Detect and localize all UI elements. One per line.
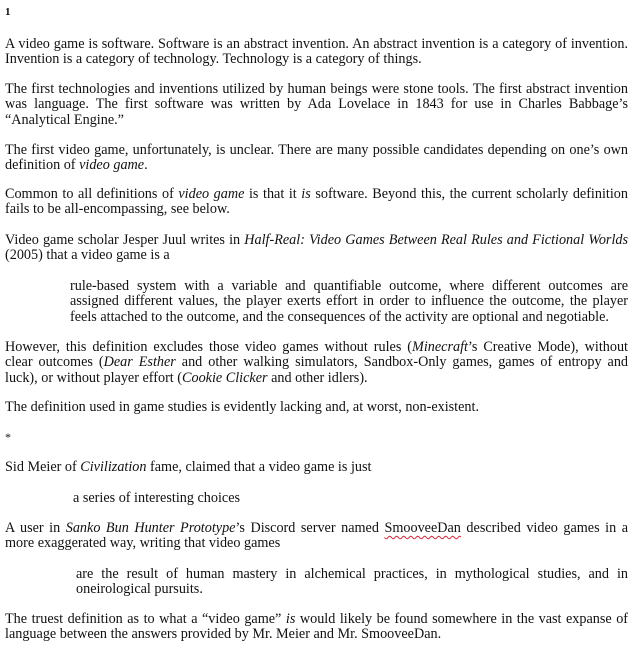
page-number: 1 bbox=[5, 6, 11, 18]
spellcheck-underlined-name: SmooveeDan bbox=[384, 520, 461, 536]
paragraph-8: Sid Meier of Civilization fame, claimed that a video game is just bbox=[5, 459, 372, 475]
paragraph-4: Common to all definitions of video game is that it is software. Beyond this, the current scholarly definition fails to be all-encompassing, see below. bbox=[5, 186, 628, 218]
paragraph-2: The first technologies and inventions utilized by human beings were stone tools. The first abstract invention was language. The first software was written by Ada Lovelace in 1843 for use in Charles Babbage’s “Analytical Engine.” bbox=[5, 81, 628, 128]
book-title: Half-Real: Video Games Between Real Rules and Fictional Worlds bbox=[244, 232, 628, 248]
paragraph-6: However, this definition excludes those video games without rules (Minecraft’s Creative Mode), without clear outcomes (Dear Esther and other walking simulators, Sandbox-Only games, games of entropy and luck), or without player effort (Cookie Clicker and other idlers). bbox=[5, 339, 629, 386]
block-quote-meier: a series of interesting choices bbox=[73, 490, 241, 506]
paragraph-10: The truest definition as to what a “video game” is would likely be found somewhere in the vast expanse of language between the answers provided by Mr. Meier and Mr. SmooveeDan. bbox=[5, 611, 629, 643]
paragraph-1: A video game is software. Software is an abstract invention. An abstract invention is a category of invention. Invention is a category of technology. Technology is a category of things. bbox=[5, 36, 628, 68]
paragraph-5: Video game scholar Jesper Juul writes in Half-Real: Video Games Between Real Rules and Fictional Worlds (2005) that a video game is a bbox=[5, 232, 628, 264]
section-separator: * bbox=[5, 430, 11, 444]
paragraph-9: A user in Sanko Bun Hunter Prototype’s Discord server named SmooveeDan described video games in a more exaggerated way, writing that video games bbox=[5, 520, 629, 552]
paragraph-7: The definition used in game studies is evidently lacking and, at worst, non-existent. bbox=[5, 399, 479, 415]
block-quote-juul: rule-based system with a variable and quantifiable outcome, where different outcomes are assigned different values, the player exerts effort in order to influence the outcome, the player feels attached to the outcome, and the consequences of the activity are optional and negotiable. bbox=[70, 278, 628, 325]
emphasis-video-game: video game bbox=[79, 157, 145, 174]
block-quote-smooveedan: are the result of human mastery in alchemical practices, in mythological studies, and in oneirological pursuits. bbox=[76, 566, 628, 598]
paragraph-3: The first video game, unfortunately, is unclear. There are many possible candidates depending on one’s own definition of video game. bbox=[5, 142, 628, 174]
